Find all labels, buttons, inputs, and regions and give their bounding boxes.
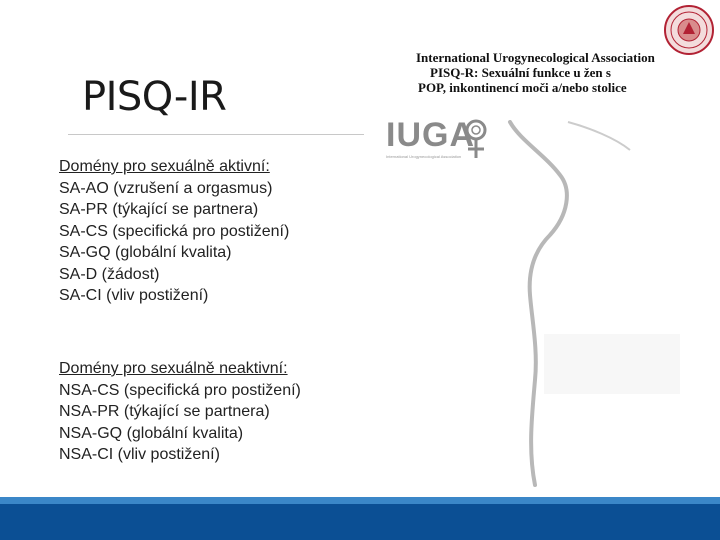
list-item: SA-AO (vzrušení a orgasmus) [59,179,273,197]
title-divider [68,134,364,135]
list-item: SA-PR (týkající se partnera) [59,201,259,218]
iuga-header-line: POP, inkontinencí moči a/nebo stolice [418,80,627,95]
list-item: NSA-CS (specifická pro postižení) [59,381,301,399]
iuga-logo-text: IUGA [386,116,475,154]
list-item: SA-GQ (globální kvalita) [59,244,232,261]
slide-title: PISQ-IR [82,74,227,120]
list-item: NSA-CI (vliv postižení) [59,446,220,463]
footer-bar [0,504,720,540]
sexually-inactive-heading: Domény pro sexuálně neaktivní: [59,360,288,377]
placeholder-box [544,334,680,394]
sexually-active-heading: Domény pro sexuálně aktivní: [59,158,270,175]
list-item: NSA-GQ (globální kvalita) [59,424,244,442]
list-item: SA-D (žádost) [59,265,160,283]
university-seal-icon [663,4,715,61]
list-item: SA-CS (specifická pro postižení) [59,222,290,240]
iuga-header-line: PISQ-R: Sexuální funkce u žen s [430,65,611,80]
iuga-logo-subtext: International Urogynecological Association [386,154,462,159]
list-item: SA-CI (vliv postižení) [59,287,209,304]
sexually-inactive-section [59,358,301,466]
sexually-active-section [59,156,289,307]
footer-accent-bar [0,497,720,504]
iuga-header-line: International Urogynecological Association [416,50,655,65]
body-silhouette-icon [490,120,640,495]
list-item: NSA-PR (týkající se partnera) [59,403,270,420]
iuga-header [416,50,655,95]
